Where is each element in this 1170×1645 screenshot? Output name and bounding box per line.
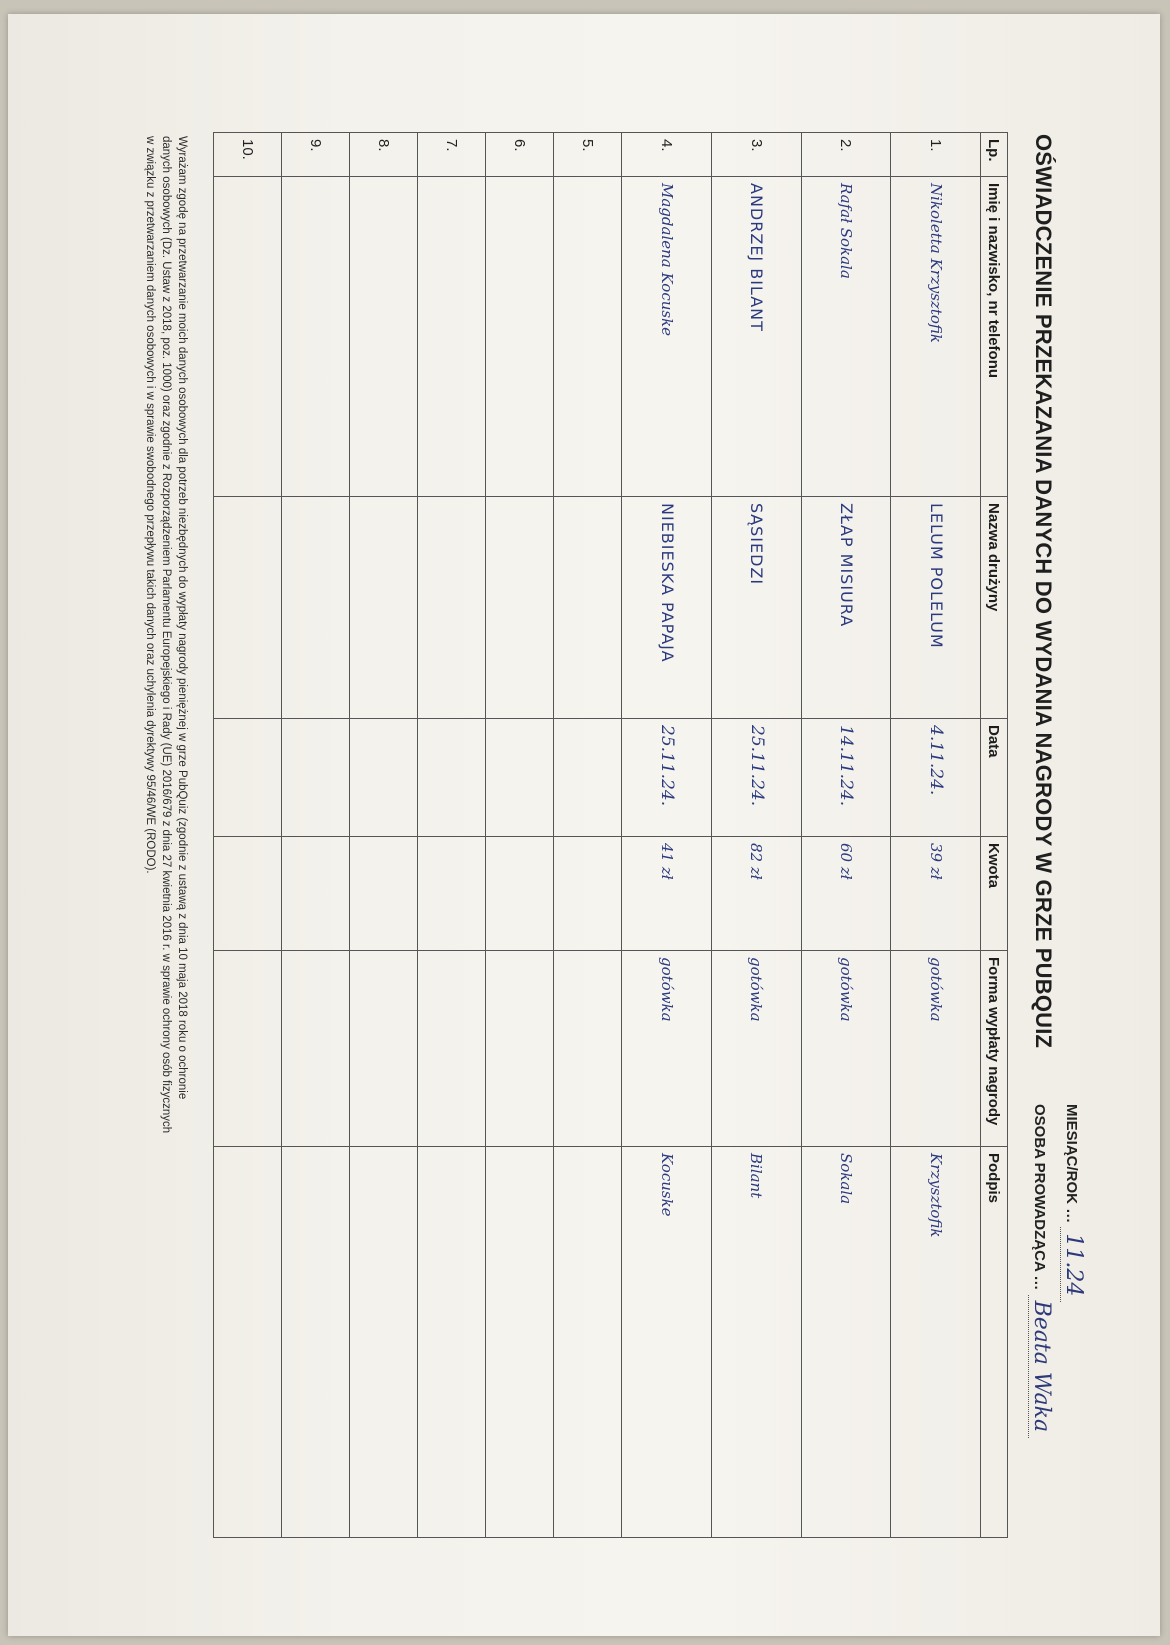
row-date: 14.11.24. (801, 719, 891, 837)
row-signature (214, 1147, 282, 1538)
row-lp: 2. (801, 133, 891, 177)
row-team (350, 497, 418, 719)
row-lp: 7. (418, 133, 486, 177)
row-signature: Kocuske (622, 1147, 712, 1538)
row-amount (282, 837, 350, 951)
row-payment (486, 951, 554, 1147)
col-header-payment: Forma wypłaty nagrody (981, 951, 1008, 1147)
row-payment: gotówka (622, 951, 712, 1147)
row-signature: Sokala (801, 1147, 891, 1538)
row-payment: gotówka (891, 951, 981, 1147)
row-lp: 10. (214, 133, 282, 177)
row-team: LELUM POLELUM (891, 497, 981, 719)
row-lp: 1. (891, 133, 981, 177)
row-lp: 9. (282, 133, 350, 177)
row-date (486, 719, 554, 837)
row-amount: 82 zł (711, 837, 801, 951)
row-name: ANDRZEJ BILANT (711, 177, 801, 497)
row-name: Magdalena Kocuske (622, 177, 712, 497)
row-team: ZŁAP MISIURA (801, 497, 891, 719)
col-header-lp: Lp. (981, 133, 1008, 177)
row-name (486, 177, 554, 497)
host-value: Beata Waka (1028, 1295, 1054, 1439)
prize-table (213, 132, 1008, 1538)
row-payment (214, 951, 282, 1147)
row-date (214, 719, 282, 837)
row-lp: 8. (350, 133, 418, 177)
table-row (350, 133, 418, 1538)
form-meta (1024, 1104, 1088, 1544)
col-header-signature: Podpis (981, 1147, 1008, 1538)
row-name (418, 177, 486, 497)
row-team (214, 497, 282, 719)
table-row (801, 133, 891, 1538)
row-date: 4.11.24. (891, 719, 981, 837)
row-date (418, 719, 486, 837)
row-name (554, 177, 622, 497)
row-date (350, 719, 418, 837)
row-amount (214, 837, 282, 951)
consent-statement (142, 136, 190, 1556)
table-row (282, 133, 350, 1538)
paper-sheet (8, 14, 1160, 1636)
host-row: OSOBA PROWADZĄCA … Beata Waka (1024, 1104, 1056, 1544)
row-name: Nikoletta Krzysztofik (891, 177, 981, 497)
row-amount: 60 zł (801, 837, 891, 951)
row-payment (418, 951, 486, 1147)
form-title: OŚWIADCZENIE PRZEKAZANIA DANYCH DO WYDANIA NAGRODY W GRZE PUBQUIZ (1031, 134, 1056, 1049)
table-row (622, 133, 712, 1538)
row-signature (486, 1147, 554, 1538)
month-year-value: 11.24 (1060, 1227, 1086, 1302)
month-year-row: MIESIĄC/ROK … 11.24 (1056, 1104, 1088, 1544)
row-signature: Krzysztofik (891, 1147, 981, 1538)
row-signature (554, 1147, 622, 1538)
row-lp: 5. (554, 133, 622, 177)
col-header-amount: Kwota (981, 837, 1008, 951)
row-signature (418, 1147, 486, 1538)
row-lp: 6. (486, 133, 554, 177)
row-lp: 4. (622, 133, 712, 177)
table-row (711, 133, 801, 1538)
table-row (554, 133, 622, 1538)
table-header (981, 133, 1008, 1538)
row-date: 25.11.24. (622, 719, 712, 837)
row-lp: 3. (711, 133, 801, 177)
table-row (486, 133, 554, 1538)
row-signature (350, 1147, 418, 1538)
row-date (282, 719, 350, 837)
table-row (214, 133, 282, 1538)
row-signature: Bilant (711, 1147, 801, 1538)
row-name (214, 177, 282, 497)
row-amount: 39 zł (891, 837, 981, 951)
col-header-name: Imię i nazwisko, nr telefonu (981, 177, 1008, 497)
host-label: OSOBA PROWADZĄCA (1031, 1104, 1048, 1272)
consent-line: w związku z przetwarzaniem danych osobowych i w sprawie swobodnego przepływu takich danych oraz uchylenia dyrektywy 95/46/WE (RODO). (144, 136, 156, 874)
row-amount (486, 837, 554, 951)
row-date: 25.11.24. (711, 719, 801, 837)
row-payment (350, 951, 418, 1147)
row-amount (554, 837, 622, 951)
form-page (8, 14, 1148, 1636)
consent-line: Wyrażam zgodę na przetwarzanie moich danych osobowych dla potrzeb niezbędnych do wypłaty nagrody pieniężnej w grze PubQuiz (zgodnie z ustawą z dnia 10 maja 2018 roku o ochronie (176, 136, 188, 1100)
table-row (891, 133, 981, 1538)
row-name: Rafał Sokala (801, 177, 891, 497)
row-date (554, 719, 622, 837)
row-signature (282, 1147, 350, 1538)
row-team: NIEBIESKA PAPAJA (622, 497, 712, 719)
row-amount (418, 837, 486, 951)
col-header-date: Data (981, 719, 1008, 837)
table-row (418, 133, 486, 1538)
row-team (486, 497, 554, 719)
consent-line: danych osobowych (Dz. Ustaw z 2018, poz. 1000) oraz zgodnie z Rozporządzeniem Parlamentu Europejskiego i Rady (UE) 2016/679 z dnia 27 kwietnia 2016 r. w sprawie ochrony osób fizycznych (160, 136, 172, 1134)
row-payment: gotówka (711, 951, 801, 1147)
row-team (418, 497, 486, 719)
row-payment (554, 951, 622, 1147)
row-team: SĄSIEDZI (711, 497, 801, 719)
row-amount: 41 zł (622, 837, 712, 951)
col-header-team: Nazwa drużyny (981, 497, 1008, 719)
row-team (282, 497, 350, 719)
row-payment (282, 951, 350, 1147)
row-name (350, 177, 418, 497)
row-name (282, 177, 350, 497)
row-amount (350, 837, 418, 951)
row-team (554, 497, 622, 719)
row-payment: gotówka (801, 951, 891, 1147)
month-year-label: MIESIĄC/ROK (1063, 1104, 1080, 1205)
